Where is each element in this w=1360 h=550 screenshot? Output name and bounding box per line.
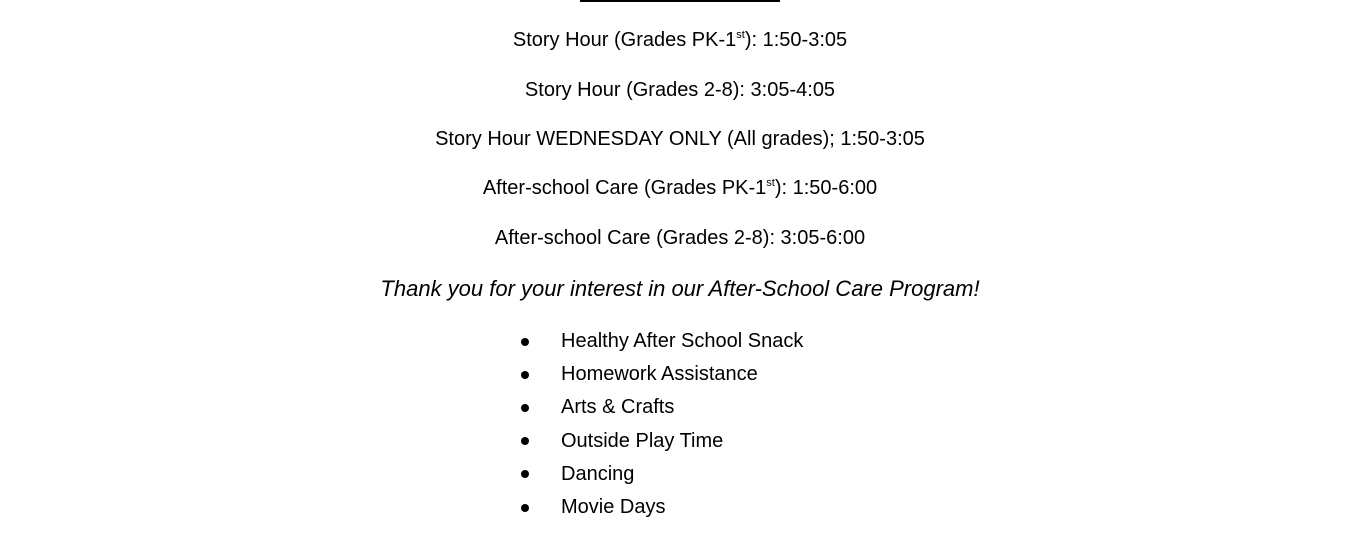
schedule-line-story-hour-wednesday: Story Hour WEDNESDAY ONLY (All grades); 1:50-3:05 [435,128,925,150]
list-item: Dancing [518,458,803,491]
thank-you-message: Thank you for your interest in our After-School Care Program! [380,276,980,301]
list-item: Homework Assistance [518,358,803,391]
schedule-line-after-school-pk1: After-school Care (Grades PK-1st): 1:50-6:00 [482,177,878,199]
list-item: Outside Play Time [518,425,803,458]
bullet-icon [521,404,529,412]
bullet-icon [521,470,529,478]
bullet-icon [521,437,529,445]
schedule-line-after-school-2-8: After-school Care (Grades 2-8): 3:05-6:00 [494,227,866,249]
bullet-icon [521,338,529,346]
program-features-list [518,325,803,524]
schedule-line-story-hour-2-8: Story Hour (Grades 2-8): 3:05-4:05 [524,79,836,101]
list-item: Healthy After School Snack [518,325,803,358]
schedule-line-story-hour-pk1: Story Hour (Grades PK-1st): 1:50-3:05 [512,29,848,51]
list-item: Arts & Crafts [518,391,803,424]
bullet-icon [521,371,529,379]
bullet-icon [521,504,529,512]
heading-underline [580,0,780,2]
list-item: Movie Days [518,491,803,524]
